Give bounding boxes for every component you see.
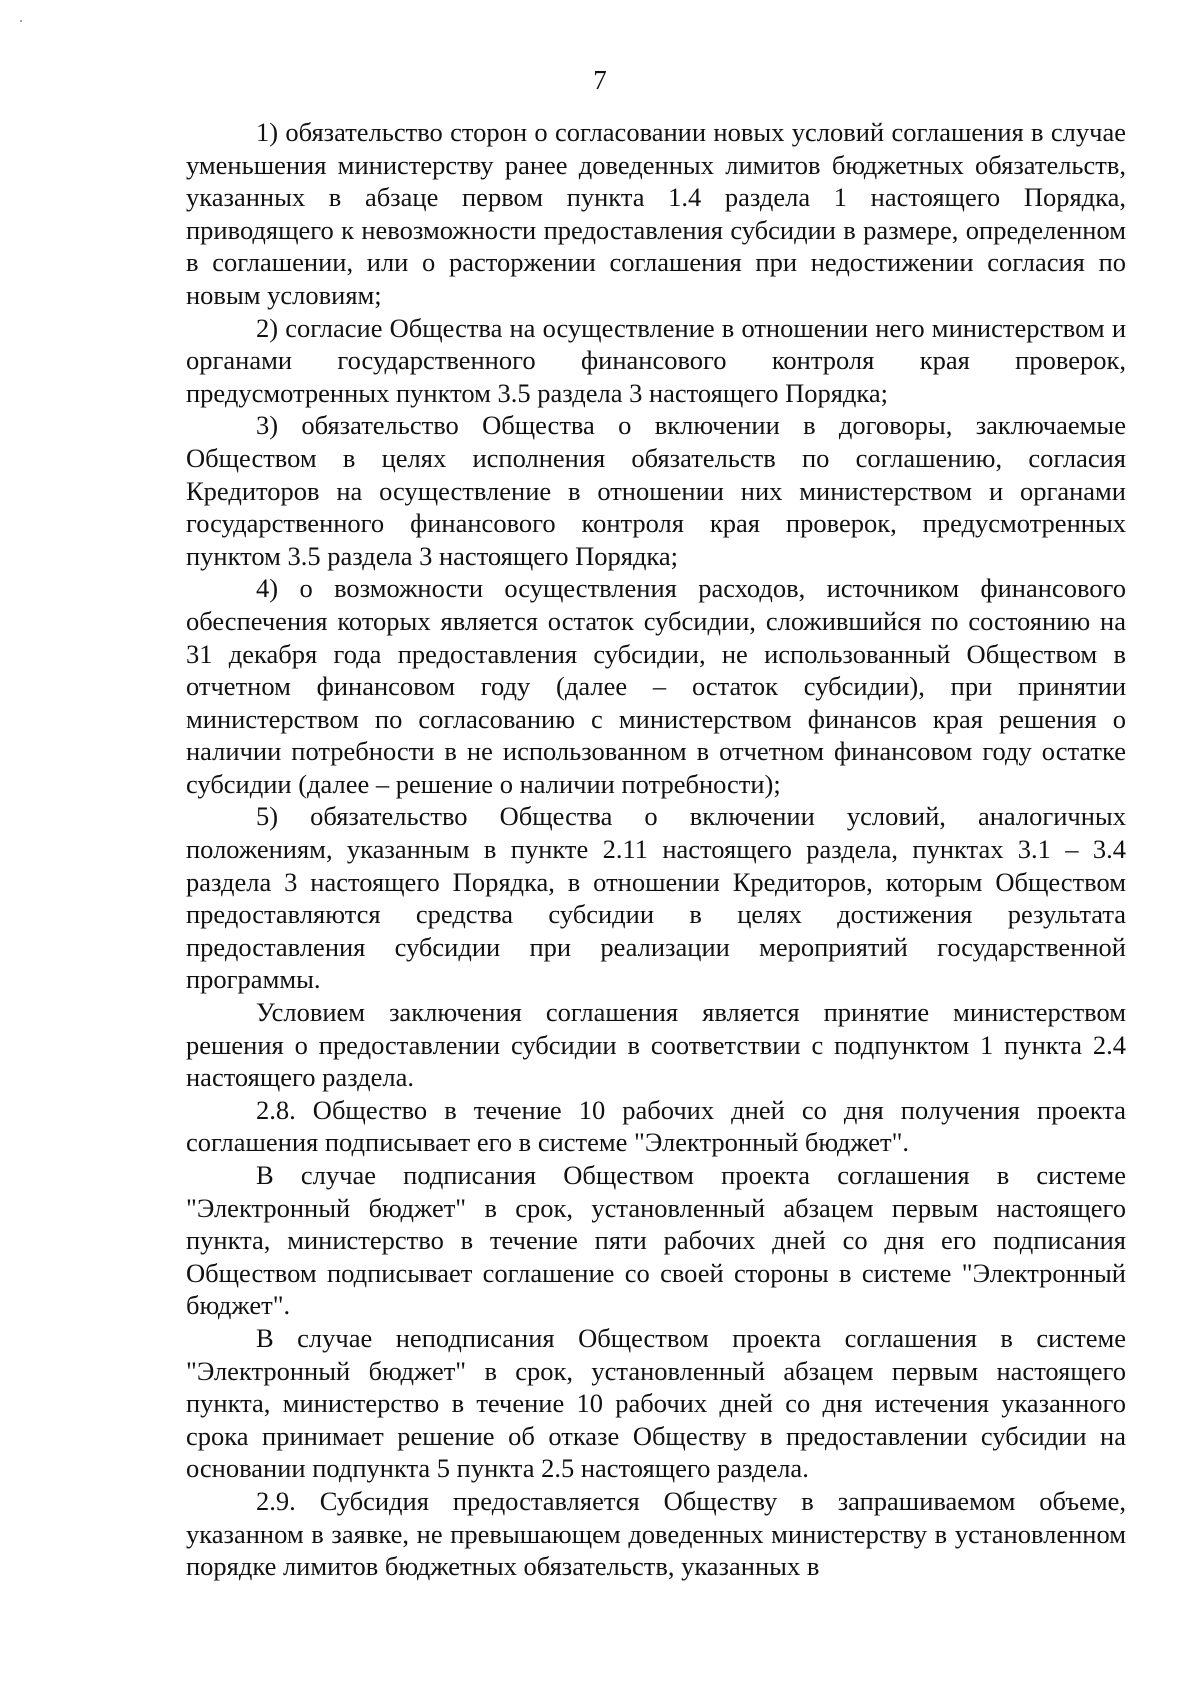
paragraph-item-3: 3) обязательство Общества о включении в договоры, заключаемые Обществом в целях исполнения обязательств по соглашению, согласия Кредиторов на осуществление в отношении них министерством и органами государственного финансового контроля края проверок, предусмотренных пунктом 3.5 раздела 3 настоящего Порядка; (186, 410, 1126, 571)
paragraph-condition: Условием заключения соглашения является принятие министерством решения о предоставлении субсидии в соответствии с подпунктом 1 пункта 2.4 настоящего раздела. (186, 997, 1126, 1093)
paragraph-2-9: 2.9. Субсидия предоставляется Обществу в запрашиваемом объеме, указанном в заявке, не превышающем доведенных министерству в установленном порядке лимитов бюджетных обязательств, указанных в (186, 1485, 1126, 1582)
paragraph-signing: В случае подписания Обществом проекта соглашения в системе "Электронный бюджет" в срок, установленный абзацем первым настоящего пункта, министерство в течение пяти рабочих дней со дня его подписания Обществом подписывает соглашение со своей стороны в системе "Электронный бюджет". (186, 1160, 1126, 1321)
paragraph-item-2: 2) согласие Общества на осуществление в отношении него министерством и органами государственного финансового контроля края проверок, предусмотренных пунктом 3.5 раздела 3 настоящего Порядка; (186, 312, 1126, 408)
scan-speck (20, 20, 22, 22)
paragraph-item-4: 4) о возможности осуществления расходов, источником финансового обеспечения которых является остаток субсидии, сложившийся по состоянию на 31 декабря года предоставления субсидии, не использованный Обществом в отчетном финансовом году (далее – остаток субсидии), при принятии министерством по согласованию с министерством финансов края решения о наличии потребности в не использованном в отчетном финансовом году остатке субсидии (далее – решение о наличии потребности); (186, 573, 1126, 799)
paragraph-2-8: 2.8. Общество в течение 10 рабочих дней со дня получения проекта соглашения подписывает его в системе "Электронный бюджет". (186, 1094, 1126, 1158)
paragraph-item-1: 1) обязательство сторон о согласовании новых условий соглашения в случае уменьшения министерству ранее доведенных лимитов бюджетных обязательств, указанных в абзаце первом пункта 1.4 раздела 1 настоящего Порядка, приводящего к невозможности предоставления субсидии в размере, определенном в соглашении, или о расторжении соглашения при недостижении согласия по новым условиям; (186, 117, 1126, 310)
paragraph-item-5: 5) обязательство Общества о включении условий, аналогичных положениям, указанным в пункте 2.11 настоящего раздела, пунктах 3.1 – 3.4 раздела 3 настоящего Порядка, в отношении Кредиторов, которым Обществом предоставляются средства субсидии в целях достижения результата предоставления субсидии при реализации мероприятий государственной программы. (186, 801, 1126, 995)
page-number: 7 (593, 65, 607, 95)
paragraph-non-signing: В случае неподписания Обществом проекта соглашения в системе "Электронный бюджет" в срок, установленный абзацем первым настоящего пункта, министерство в течение 10 рабочих дней со дня истечения указанного срока принимает решение об отказе Обществу в предоставлении субсидии на основании подпункта 5 пункта 2.5 настоящего раздела. (186, 1322, 1126, 1484)
document-body (186, 116, 1126, 1583)
